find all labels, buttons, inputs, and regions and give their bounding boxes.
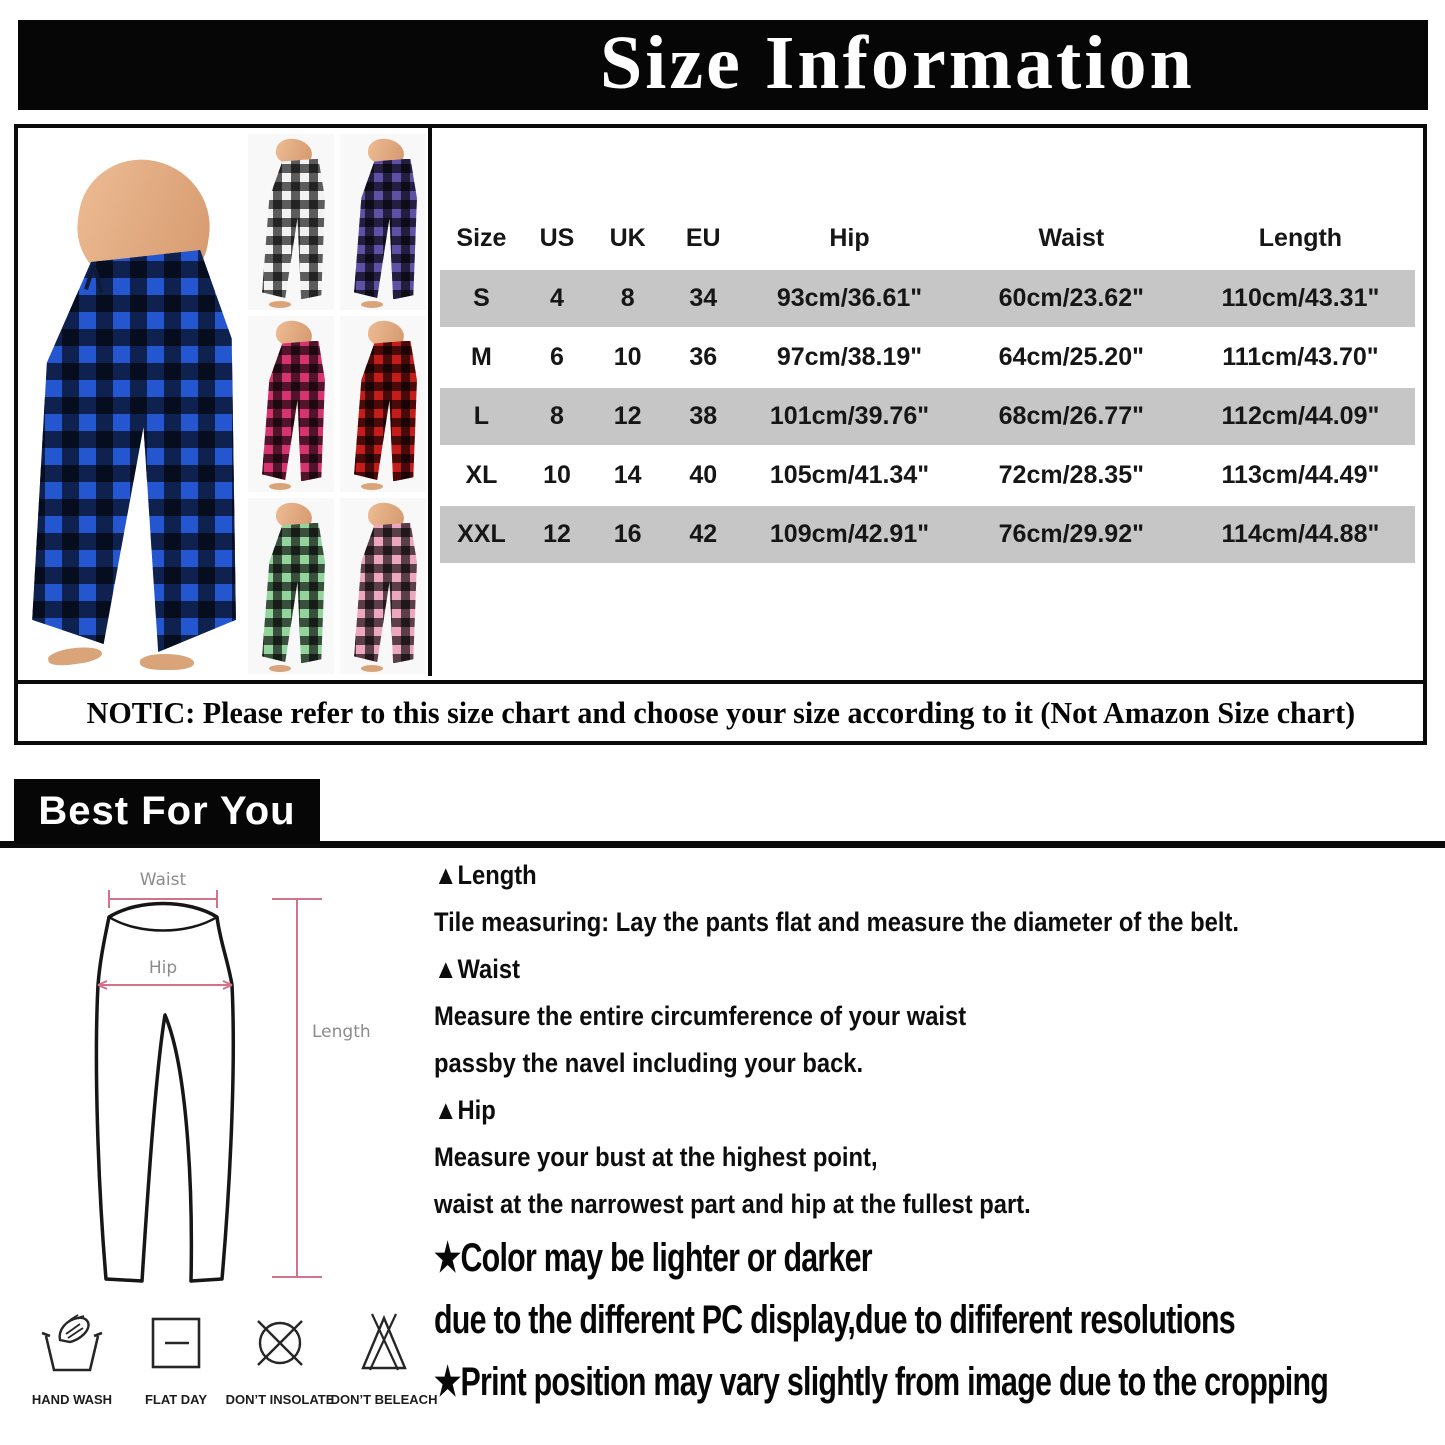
hip-label: Hip: [148, 958, 178, 978]
dont-insolate-icon: [244, 1306, 316, 1378]
title-bar: [18, 20, 1428, 110]
cell: 10: [543, 461, 571, 489]
cell: 111cm/43.70": [1222, 343, 1379, 371]
col-size: Size: [456, 223, 507, 252]
cell: 40: [689, 461, 718, 489]
cell: 12: [613, 402, 642, 430]
page-title: Size Information: [600, 20, 1195, 105]
cell: 14: [613, 461, 642, 489]
pants-measurement-diagram: [60, 855, 440, 1305]
care-item-dont-insolate: [225, 1306, 335, 1407]
note-heading: ▲Hip: [434, 1095, 496, 1125]
care-label: DON’T BELEACH: [330, 1392, 438, 1407]
note-heading: ▲Waist: [434, 954, 521, 984]
length-label: Length: [312, 1022, 371, 1042]
product-photo-main[interactable]: [22, 134, 244, 674]
cell: 113cm/44.49": [1221, 461, 1380, 489]
col-uk: UK: [609, 223, 646, 252]
waist-label: Waist: [139, 870, 187, 890]
cell: 38: [689, 402, 718, 430]
model-foot: [140, 654, 194, 670]
cell: 8: [620, 284, 635, 312]
pants-blue-plaid: [28, 250, 238, 652]
cell: M: [471, 343, 492, 371]
care-label: FLAT DAY: [144, 1392, 208, 1407]
cell: 60cm/23.62": [998, 284, 1144, 312]
cell: 105cm/41.34": [769, 461, 930, 489]
best-for-you-title: Best For You: [38, 789, 296, 833]
care-icons-row: [24, 1306, 438, 1407]
table-row-s: [440, 270, 1415, 327]
notice-strip: [18, 680, 1423, 741]
cell: 64cm/25.20": [998, 343, 1144, 371]
care-item-hand-wash: [24, 1306, 120, 1407]
pants-lightpink-plaid: [347, 523, 419, 664]
note-line: Measure your bust at the highest point,: [434, 1142, 878, 1172]
cell: S: [473, 284, 490, 312]
cell: 10: [613, 343, 642, 371]
measure-notes: [434, 862, 1444, 1424]
product-photo-variant-lightpink[interactable]: [340, 498, 426, 674]
cell: 101cm/39.76": [769, 402, 930, 430]
flat-dry-icon: [140, 1306, 212, 1378]
table-row-xxl: [440, 506, 1415, 563]
cell: XXL: [457, 520, 506, 548]
cell: 112cm/44.09": [1221, 402, 1380, 430]
product-photo-variant-red[interactable]: [340, 316, 426, 492]
dont-bleach-icon: [348, 1306, 420, 1378]
product-gallery: [18, 128, 428, 676]
model-foot: [47, 644, 103, 667]
cell: 8: [550, 402, 564, 430]
note-line: passby the navel including your back.: [434, 1048, 864, 1078]
cell: 76cm/29.92": [998, 520, 1144, 548]
product-photo-variant-pink[interactable]: [248, 316, 334, 492]
hand-wash-icon: [36, 1306, 108, 1378]
note-line: Tile measuring: Lay the pants flat and measure the diameter of the belt.: [434, 907, 1239, 937]
cell: L: [473, 402, 490, 430]
pants-red-plaid: [347, 341, 419, 482]
cell: 42: [689, 520, 718, 548]
table-row-xl: [440, 447, 1415, 504]
care-item-flat-dry: [128, 1306, 224, 1407]
cell: 6: [550, 343, 564, 371]
pants-green-plaid: [255, 523, 327, 664]
note-warning: ★Print position may vary slightly from image due to the cropping: [434, 1360, 1329, 1404]
cell: 114cm/44.88": [1221, 520, 1380, 548]
note-warning: due to the different PC display,due to dififerent resolutions: [434, 1298, 1235, 1342]
table-row-m: [440, 329, 1415, 386]
care-label: HAND WASH: [31, 1392, 113, 1407]
cell: 34: [689, 284, 718, 312]
pants-white-plaid: [255, 159, 327, 300]
col-us: US: [539, 223, 575, 252]
cell: 16: [613, 520, 642, 548]
col-eu: EU: [685, 223, 721, 252]
size-chart-box: [14, 124, 1427, 745]
cell: 68cm/26.77": [998, 402, 1144, 430]
note-line: waist at the narrowest part and hip at the fullest part.: [434, 1189, 1031, 1219]
note-heading: ▲Length: [434, 860, 537, 890]
pants-purple-plaid: [347, 159, 419, 300]
cell: 12: [543, 520, 571, 548]
pants-pink-plaid: [255, 341, 327, 482]
col-waist: Waist: [1038, 223, 1105, 252]
note-line: Measure the entire circumference of your waist: [434, 1001, 967, 1031]
best-for-you-banner: [14, 779, 320, 844]
cell: 110cm/43.31": [1221, 284, 1380, 312]
col-hip: Hip: [829, 223, 870, 252]
cell: 109cm/42.91": [769, 520, 930, 548]
notice-text: NOTIC: Please refer to this size chart and choose your size according to it (Not Amazon Size chart): [86, 694, 1355, 730]
cell: 72cm/28.35": [998, 461, 1144, 489]
table-row-l: [440, 388, 1415, 445]
note-warning: ★Color may be lighter or darker: [434, 1236, 872, 1280]
cell: 36: [689, 343, 718, 371]
product-photo-variant-purple[interactable]: [340, 134, 426, 310]
variant-thumbnails: [248, 134, 426, 674]
cell: XL: [465, 461, 498, 489]
product-photo-variant-white[interactable]: [248, 134, 334, 310]
care-item-dont-bleach: [330, 1306, 438, 1407]
size-table: [432, 128, 1423, 676]
product-photo-variant-green[interactable]: [248, 498, 334, 674]
cell: 97cm/38.19": [776, 343, 923, 371]
cell: 93cm/36.61": [776, 284, 923, 312]
size-table-header: [440, 220, 1415, 256]
col-length: Length: [1258, 223, 1343, 252]
cell: 4: [550, 284, 564, 312]
care-label: DON’T INSOLATE: [225, 1392, 335, 1407]
